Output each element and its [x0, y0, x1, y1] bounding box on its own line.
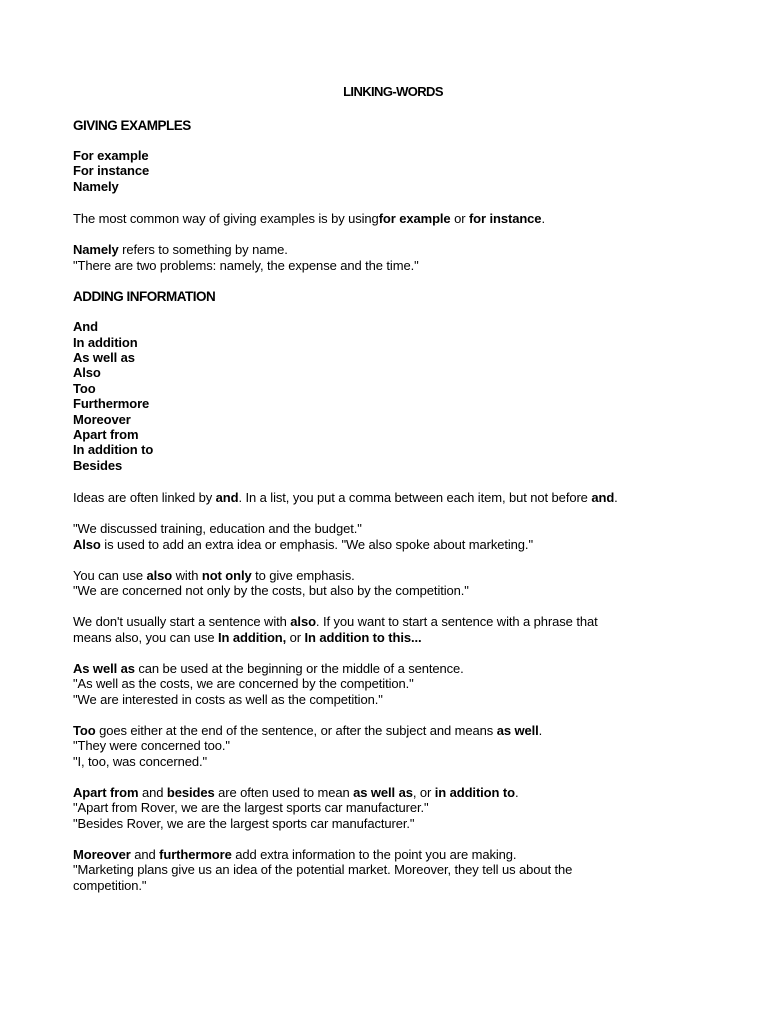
text-run: "We discussed training, education and the budget."	[73, 521, 362, 537]
text-run: Ideas are often linked by	[73, 490, 216, 506]
text-run: "We are concerned not only by the costs, but also by the competition."	[73, 583, 469, 599]
term-item: Apart from	[73, 427, 139, 443]
bold-term: Namely	[73, 242, 119, 258]
text-run: , or	[412, 784, 435, 800]
text-run: can be used at the beginning or the middle of a sentence.	[134, 660, 464, 676]
paragraph-line	[73, 738, 713, 754]
sections-container	[73, 118, 713, 894]
paragraph-line	[73, 242, 713, 258]
term-item: In addition	[73, 334, 138, 350]
paragraph	[73, 661, 713, 708]
paragraph-line	[73, 692, 713, 708]
paragraph-line	[73, 537, 713, 553]
text-run: "Besides Rover, we are the largest sports car manufacturer."	[73, 815, 415, 831]
paragraph	[73, 211, 713, 227]
bold-term: furthermore	[159, 846, 232, 862]
paragraph-line	[73, 211, 713, 227]
text-run: add extra information to the point you are making.	[231, 846, 517, 862]
text-run: "I, too, was concerned."	[73, 753, 208, 769]
text-run: refers to something by name.	[118, 242, 288, 258]
document-title: LINKING-WORDS	[343, 84, 443, 99]
text-run: We don't usually start a sentence with	[73, 614, 291, 630]
text-run: and	[138, 784, 167, 800]
paragraph-line	[73, 816, 713, 832]
term-item: Moreover	[73, 411, 131, 427]
term-item: For example	[73, 148, 149, 163]
bold-term: Moreover	[73, 846, 131, 862]
bold-term: Apart from	[73, 784, 139, 800]
text-run: with	[172, 567, 202, 583]
section-heading: ADDING INFORMATION	[73, 288, 216, 304]
text-run: . In a list, you put a comma between each item, but not before	[238, 490, 592, 506]
text-run: . If you want to start a sentence with a phrase that	[315, 614, 598, 630]
paragraph-line	[73, 568, 713, 584]
bold-term: also	[290, 614, 316, 630]
text-run: .	[541, 211, 545, 227]
bold-term: As well as	[73, 660, 135, 676]
paragraph-line	[73, 258, 713, 274]
text-run: competition."	[73, 877, 147, 893]
text-run: You can use	[73, 567, 147, 583]
text-run: is used to add an extra idea or emphasis. "We also spoke about marketing."	[100, 536, 533, 552]
paragraph-line	[73, 583, 713, 599]
term-item: Besides	[73, 457, 123, 473]
document-page	[73, 84, 713, 909]
paragraph-line	[73, 490, 713, 506]
term-item: Also	[73, 365, 101, 381]
paragraph-line	[73, 521, 713, 537]
bold-term: Too	[73, 722, 96, 738]
paragraph	[73, 568, 713, 599]
bold-term: as well	[496, 722, 539, 738]
bold-term: and	[591, 490, 615, 506]
text-run: The most common way of giving examples is by using	[73, 211, 379, 227]
paragraph-line	[73, 800, 713, 816]
term-item: For instance	[73, 163, 150, 179]
text-run: or	[286, 629, 305, 645]
text-run: are often used to mean	[214, 784, 354, 800]
section	[73, 289, 713, 894]
text-run: .	[514, 784, 519, 800]
paragraph-line	[73, 614, 713, 630]
text-run: "There are two problems: namely, the expense and the time."	[73, 257, 419, 273]
term-item: And	[73, 319, 98, 335]
text-run: and	[130, 846, 160, 862]
bold-term: Also	[73, 536, 101, 552]
term-list	[73, 148, 713, 194]
term-item: Furthermore	[73, 396, 150, 412]
term-list	[73, 319, 713, 473]
bold-term: and	[215, 490, 239, 506]
bold-term: for example	[378, 211, 451, 227]
paragraph-line	[73, 754, 713, 770]
text-run: .	[538, 722, 543, 738]
paragraph-line	[73, 847, 713, 863]
section-heading: GIVING EXAMPLES	[73, 117, 191, 133]
paragraph	[73, 723, 713, 770]
bold-term: in addition to	[434, 784, 515, 800]
text-run: "Apart from Rover, we are the largest sports car manufacturer."	[73, 800, 429, 816]
paragraph	[73, 242, 713, 273]
bold-term: besides	[166, 784, 215, 800]
paragraph-line	[73, 630, 713, 646]
text-run: means also, you can use	[73, 629, 219, 645]
bold-term: as well as	[353, 784, 413, 800]
text-run: goes either at the end of the sentence, or after the subject and means	[95, 722, 497, 738]
term-item: As well as	[73, 350, 135, 366]
paragraph	[73, 785, 713, 832]
text-run: to give emphasis.	[251, 567, 355, 583]
paragraph	[73, 614, 713, 645]
term-item: Too	[73, 380, 96, 396]
text-run: "As well as the costs, we are concerned by the competition."	[73, 676, 414, 692]
bold-term: not only	[201, 567, 252, 583]
paragraph-line	[73, 878, 713, 894]
bold-term: for instance	[468, 211, 542, 227]
paragraph-line	[73, 723, 713, 739]
text-run: "Marketing plans give us an idea of the potential market. Moreover, they tell us about the	[73, 862, 573, 878]
text-run: "We are interested in costs as well as the competition."	[73, 691, 383, 707]
text-run: or	[450, 211, 469, 227]
paragraph	[73, 847, 713, 894]
paragraph-line	[73, 661, 713, 677]
paragraph	[73, 490, 713, 506]
text-run: .	[614, 490, 618, 506]
bold-term: In addition,	[218, 629, 287, 645]
bold-term: also	[146, 567, 173, 583]
paragraph-line	[73, 676, 713, 692]
text-run: "They were concerned too."	[73, 738, 230, 754]
term-item: Namely	[73, 178, 119, 194]
section	[73, 118, 713, 274]
paragraph-line	[73, 862, 713, 878]
paragraph-line	[73, 785, 713, 801]
bold-term: In addition to this...	[304, 629, 422, 645]
term-item: In addition to	[73, 442, 154, 458]
paragraph	[73, 521, 713, 552]
